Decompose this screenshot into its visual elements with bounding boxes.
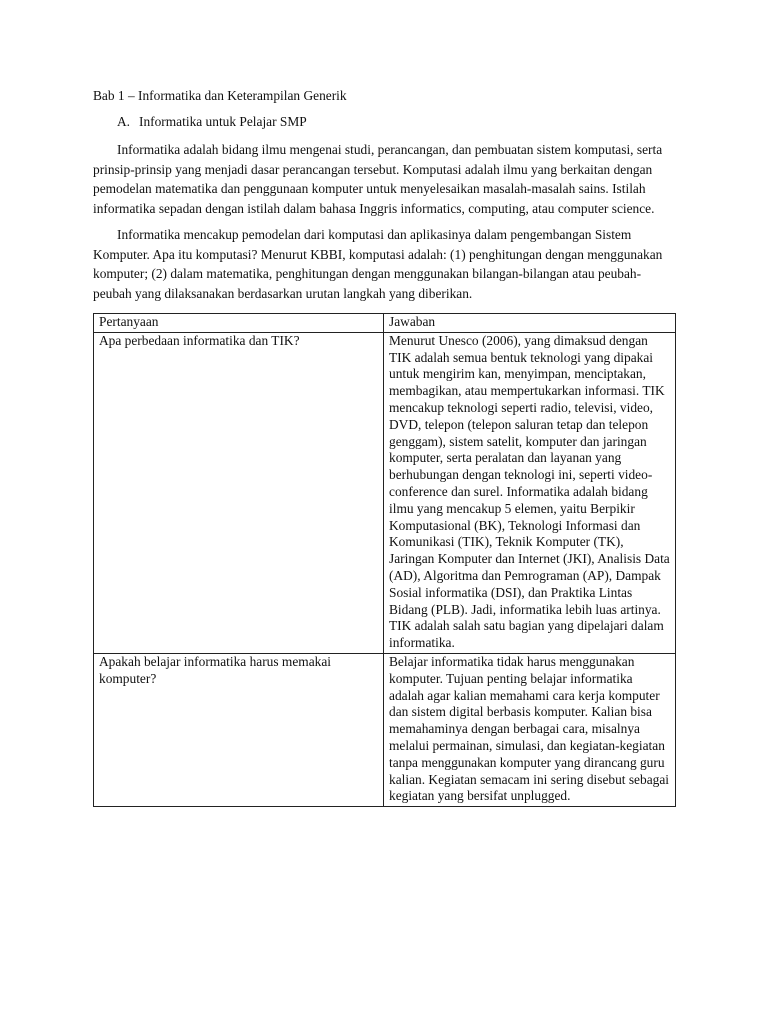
header-question: Pertanyaan: [94, 314, 384, 333]
paragraph-computation: Informatika mencakup pemodelan dari komputasi dan aplikasinya dalam pengembangan Sistem Komputer. Apa itu komputasi? Menurut KBBI, komputasi adalah: (1) penghitungan dengan menggunakan komputer; (2) dalam matematika, penghitungan dengan menggunakan bilangan-bilangan atau peubah-peubah yang dilaksanakan berdasarkan urutan langkah yang diberikan.: [93, 227, 663, 301]
answer-cell: Belajar informatika tidak harus menggunakan komputer. Tujuan penting belajar informatika adalah agar kalian memahami cara kerja komputer dan sistem digital berbasis komputer. Kalian bisa memahaminya dengan berbagai cara, misalnya melalui permainan, simulasi, dan kegiatan-kegiatan tanpa menggunakan komputer yang dirancang guru kalian. Kegiatan semacam ini sering disebut sebagai kegiatan yang bersifat unplugged.: [384, 653, 676, 806]
header-answer: Jawaban: [384, 314, 676, 333]
question-cell: Apa perbedaan informatika dan TIK?: [94, 332, 384, 653]
page-content: [93, 86, 675, 807]
section-heading: [93, 112, 675, 132]
section-title: Informatika untuk Pelajar SMP: [139, 114, 307, 129]
qa-table: [93, 313, 676, 807]
section-number: A.: [117, 114, 131, 129]
question-cell: Apakah belajar informatika harus memakai komputer?: [94, 653, 384, 806]
answer-cell: Menurut Unesco (2006), yang dimaksud dengan TIK adalah semua bentuk teknologi yang dipakai untuk mengirim kan, menyimpan, menciptakan, membagikan, atau mempertukarkan informasi. TIK mencakup teknologi seperti radio, televisi, video, DVD, telepon (telepon saluran tetap dan telepon genggam), sistem satelit, komputer dan jaringan komputer, serta peralatan dan layanan yang berhubungan dengan teknologi ini, seperti video-conference dan surel. Informatika adalah bidang ilmu yang mencakup 5 elemen, yaitu Berpikir Komputasional (BK), Teknologi Informasi dan Komunikasi (TIK), Teknik Komputer (TK), Jaringan Komputer dan Internet (JKI), Analisis Data (AD), Algoritma dan Pemrograman (AP), Dampak Sosial informatika (DSI), dan Praktika Lintas Bidang (PLB). Jadi, informatika lebih luas artinya. TIK adalah salah satu bagian yang dipelajari dalam informatika.: [384, 332, 676, 653]
table-row: [94, 653, 676, 806]
table-row: [94, 332, 676, 653]
paragraph-definition: Informatika adalah bidang ilmu mengenai studi, perancangan, dan pembuatan sistem komputasi, serta prinsip-prinsip yang menjadi dasar perancangan tersebut. Komputasi adalah ilmu yang berkaitan dengan pemodelan matematika dan penggunaan komputer untuk menyelesaikan masalah-masalah sains. Istilah informatika sepadan dengan istilah dalam bahasa Inggris informatics, computing, atau computer science.: [93, 142, 663, 216]
table-header-row: [94, 314, 676, 333]
chapter-title: Bab 1 – Informatika dan Keterampilan Generik: [93, 88, 347, 103]
